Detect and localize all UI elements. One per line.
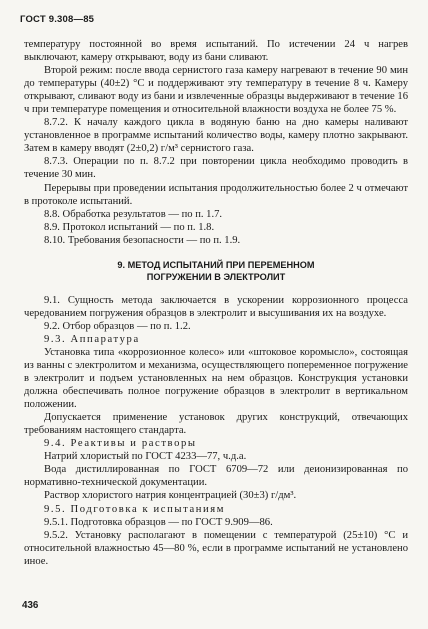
running-header: ГОСТ 9.308—85	[20, 14, 95, 25]
paragraph: 8.7.3. Операции по п. 8.7.2 при повторении цикла необходимо проводить в течение 30 мин.	[24, 156, 408, 181]
paragraph: 9.5.1. Подготовка образцов — по ГОСТ 9.909—86.	[44, 516, 273, 528]
paragraph: температуру постоянной во время испытаний. По истечении 24 ч нагрев выключают, камеру открывают, воду из бани сливают.	[24, 39, 408, 64]
section-heading-line2: ПОГРУЖЕНИИ В ЭЛЕКТРОЛИТ	[146, 272, 286, 283]
paragraph: 8.7.2. К началу каждого цикла в водяную баню на дно камеры наливают установленное в программе испытаний количество воды, камеру плотно закрывают. Затем в камеру вводят (2±0,2) г/м³ сернистого газа.	[24, 117, 408, 155]
paragraph: 9.1. Сущность метода заключается в ускорении коррозионного процесса чередованием погружения образцов в электролит и высушивания их на воздухе.	[24, 294, 408, 319]
paragraph: 9.2. Отбор образцов — по п. 1.2.	[44, 320, 191, 332]
paragraph: Второй режим: после ввода сернистого газа камеру нагревают в течение 90 мин до температуры (40±2) °С и поддерживают эту температуру в течение 8 ч. Камеру открывают, сливают воду из бани и извлеченные образцы выдерживают в течение 16 ч при температуре помещения и относительной влажности воздуха не более 75 %.	[24, 65, 408, 116]
page-number: 436	[22, 600, 39, 611]
paragraph: Допускается применение установок других конструкций, отвечающих требованиям настоящего стандарта.	[24, 412, 408, 437]
section-heading-line1: 9. МЕТОД ИСПЫТАНИЙ ПРИ ПЕРЕМЕННОМ	[117, 259, 315, 270]
document-body	[24, 38, 408, 568]
paragraph: Перерывы при проведении испытания продолжительностью более 2 ч отмечают в протоколе испытаний.	[24, 182, 408, 207]
section-heading	[24, 259, 408, 284]
paragraph: Натрий хлористый по ГОСТ 4233—77, ч.д.а.	[44, 451, 247, 463]
subheading: 9.5. Подготовка к испытаниям	[44, 503, 226, 515]
paragraph: 8.8. Обработка результатов — по п. 1.7.	[44, 208, 223, 220]
subheading: 9.3. Аппаратура	[44, 333, 140, 345]
paragraph: Раствор хлористого натрия концентрацией (30±3) г/дм³.	[44, 490, 297, 502]
paragraph: Установка типа «коррозионное колесо» или «штоковое коромысло», состоящая из ванны с электролитом и механизма, осуществляющего попеременное погружение в электролит и подъем установленных на нем образцов. Конструкция установки должна обеспечивать полное погружение образцов в электролит в вертикальном положении.	[24, 346, 408, 411]
paragraph: Вода дистиллированная по ГОСТ 6709—72 или деионизированная по нормативно-технической документации.	[24, 464, 408, 489]
paragraph: 8.9. Протокол испытаний — по п. 1.8.	[44, 221, 215, 233]
paragraph: 9.5.2. Установку располагают в помещении с температурой (25±10) °С и относительной влажностью 45—80 %, если в программе испытаний не установлено иное.	[24, 529, 408, 567]
subheading: 9.4. Реактивы и растворы	[44, 438, 197, 450]
paragraph: 8.10. Требования безопасности — по п. 1.9.	[44, 234, 241, 246]
